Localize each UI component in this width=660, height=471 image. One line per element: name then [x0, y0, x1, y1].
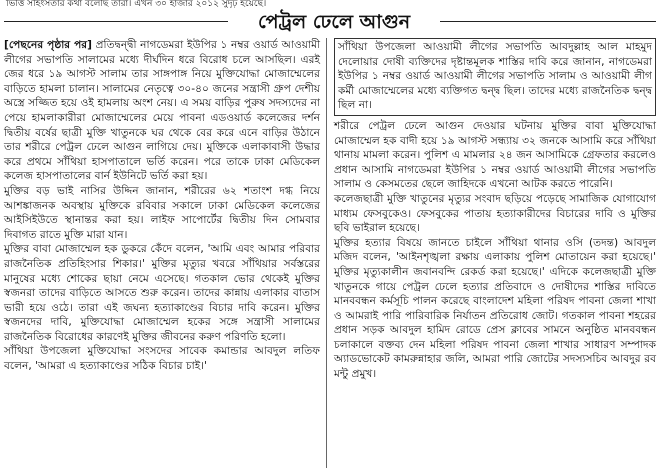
column-divider	[326, 38, 327, 468]
continued-from-tag: [পেছনের পৃষ্ঠার পর]	[4, 39, 92, 51]
article-headline: পেট্রল ঢেলে আগুন	[257, 11, 411, 33]
statement-box	[334, 38, 656, 116]
left-paragraph-4: সাঁথিয়া উপজেলা মুক্তিযোদ্ধা সংসদের সাবেক কমান্ডার আবদুল লতিফ বলেন, 'আমরা এ হত্যাকাণ্ডের সঠিক বিচার চাই।'	[4, 345, 320, 373]
left-column	[4, 38, 320, 374]
left-paragraph-2: মুক্তির বড় ভাই নাসির উদ্দিন জানান, শরীরের ৬২ শতাংশ দগ্ধ নিয়ে আশঙ্কাজনক অবস্থায় মুক্তিকে রবিবার সকালে ঢাকা মেডিকেল কলেজের আইসিইউতে স্থানান্তর করা হয়। লাইফ সাপোর্টের দ্বিতীয় দিন সোমবার দিবাগত রাতে মুক্তি মারা যান।	[4, 184, 320, 241]
previous-article-fragment: ভিত্তি সহিংসতার কথা বলেছি তারা। এখন ৩০ হাজার ২০১২ সুদৃঢ় হয়েছে।	[6, 0, 267, 8]
right-paragraph-3: কলেজছাত্রী মুক্তি খাতুনের মৃত্যুর সংবাদ ছড়িয়ে পড়েছে সামাজিক যোগাযোগ মাধ্যম ফেসবুকেও। ফেসবুকের পাতায় হত্যাকারীদের বিচারের দাবি ও মুক্তির ছবি ভাইরাল হয়েছে।	[334, 192, 656, 235]
right-paragraph-4: মুক্তির হত্যার বিষয়ে জানতে চাইলে সাঁথিয়া থানার ওসি (তদন্ত) আবদুল মজিদ বলেন, 'আইনশৃঙ্খলা রক্ষায় এলাকায় পুলিশ মোতায়েন করা হয়েছে।' মুক্তির মৃত্যুকালীন জবানবন্দি রেকর্ড করা হয়েছে।' এদিকে কলেজছাত্রী মুক্তি খাতুনকে গায়ে পেট্রল ঢেলে হত্যার প্রতিবাদে ও দোষীদের শাস্তির দাবিতে মানববন্ধন কর্মসূচি পালন করেছে বাংলাদেশ মহিলা পরিষদ পাবনা জেলা শাখা ও আমরাই পারি পারিবারিক নির্যাতন প্রতিরোধ জোট। গতকাল পাবনা শহরের প্রধান সড়ক আবদুল হামিদ রোডে প্রেস ক্লাবের সামনে অনুষ্ঠিত মানববন্ধন চলাকালে বক্তব্য দেন মহিলা পরিষদ পাবনা জেলা শাখার সাধারণ সম্পাদক অ্যাডভোকেট কামরুন্নাহার জলি, আমরা পারি জোটের সদস্যসচিব আবদুর রব মন্টু প্রমুখ।	[334, 236, 656, 381]
left-paragraph-1-text: প্রতিদ্বন্দ্বী নাগডেমরা ইউপির ১ নম্বর ওয়ার্ড আওয়ামী লীগের সভাপতি সালামের মধ্যে দীর্ঘদিন ধরে বিরোধ চলে আসছিল। এরই জের ধরে ১৯ আগস্ট সালাম তার সাঙ্গপাঙ্গ নিয়ে মুক্তিযোদ্ধা মোজাম্মেলের বাড়িতে হামলা চালান। সালামের নেতৃত্বে ৩০-৪০ জনের সন্ত্রাসী গ্রুপ দেশীয় অস্ত্রে সজ্জিত হয়ে ওই হামলায় অংশ নেয়। এ সময় বাড়ির পুরুষ সদস্যদের না পেয়ে হামলাকারীরা মোজাম্মেলের মেয়ে পাবনা এডওয়ার্ড কলেজের দর্শন দ্বিতীয় বর্ষের ছাত্রী মুক্তি খাতুনকে ঘর থেকে বের করে এনে বাড়ির উঠানে তার শরীরে পেট্রল ঢেলে আগুন লাগিয়ে দেয়। মুক্তিকে এলাকাবাসী উদ্ধার করে প্রথমে সাঁথিয়া হাসপাতালে ভর্তি করেন। পরে তাকে ঢাকা মেডিকেল কলেজ হাসপাতালের বার্ন ইউনিটে ভর্তি করা হয়।	[4, 39, 320, 183]
headline-rule-left	[4, 21, 228, 22]
left-paragraph-1	[4, 38, 320, 184]
right-paragraph-1: সাঁথিয়া উপজেলা আওয়ামী লীগের সভাপতি আবদুল্লাহ আল মাহমুদ দেলোয়ার দোষী ব্যক্তিদের দৃষ্টান্তমূলক শাস্তির দাবি করে জানান, নাগডেমরা ইউপির ১ নম্বর ওয়ার্ড আওয়ামী লীগের সভাপতি সালাম ও আওয়ামী লীগ কর্মী মোজাম্মেলের মধ্যে ব্যক্তিগত দ্বন্দ্ব ছিল। তাদের মধ্যে রাজনৈতিক দ্বন্দ্ব ছিল না।	[338, 41, 652, 112]
left-paragraph-3: মুক্তির বাবা মোজাম্মেল হক ডুকরে কেঁদে বলেন, 'আমি এবং আমার পরিবার রাজনৈতিক প্রতিহিংসার শিকার।' মুক্তির মৃত্যুর খবরে সাঁথিয়ার সর্বস্তরের মানুষের মধ্যে শোকের ছায়া নেমে এসেছে। গতকাল ভোর থেকেই মুক্তির স্বজনরা তাদের বাড়িতে আসতে শুরু করেন। তাদের কান্নায় এলাকার বাতাস ভারী হয়ে ওঠে। তারা এই জঘন্য হত্যাকাণ্ডের বিচার দাবি করেন। মুক্তির স্বজনদের দাবি, মুক্তিযোদ্ধা মোজাম্মেল হকের সঙ্গে সন্ত্রাসী সালামের রাজনৈতিক বিরোধের কারণেই মুক্তির জীবনের করুণ পরিণতি হলো।	[4, 243, 320, 343]
right-column	[334, 38, 656, 382]
headline-row	[0, 9, 660, 35]
right-paragraph-2: শরীরে পেট্রল ঢেলে আগুন দেওয়ার ঘটনায় মুক্তির বাবা মুক্তিযোদ্ধা মোজাম্মেল হক বাদী হয়ে ১৯ আগস্ট সন্ধ্যায় ৩২ জনকে আসামি করে সাঁথিয়া থানায় মামলা করেন। পুলিশ এ মামলার ২৪ জন আসামিকে গ্রেফতার করলেও প্রধান আসামি নাগডেমরা ইউপির ১ নম্বর ওয়ার্ড আওয়ামী লীগের সভাপতি সালাম ও কেসমতের ছেলে জাহিদকে এখনো আটক করতে পারেনি।	[334, 119, 656, 191]
headline-rule-right	[440, 21, 656, 22]
